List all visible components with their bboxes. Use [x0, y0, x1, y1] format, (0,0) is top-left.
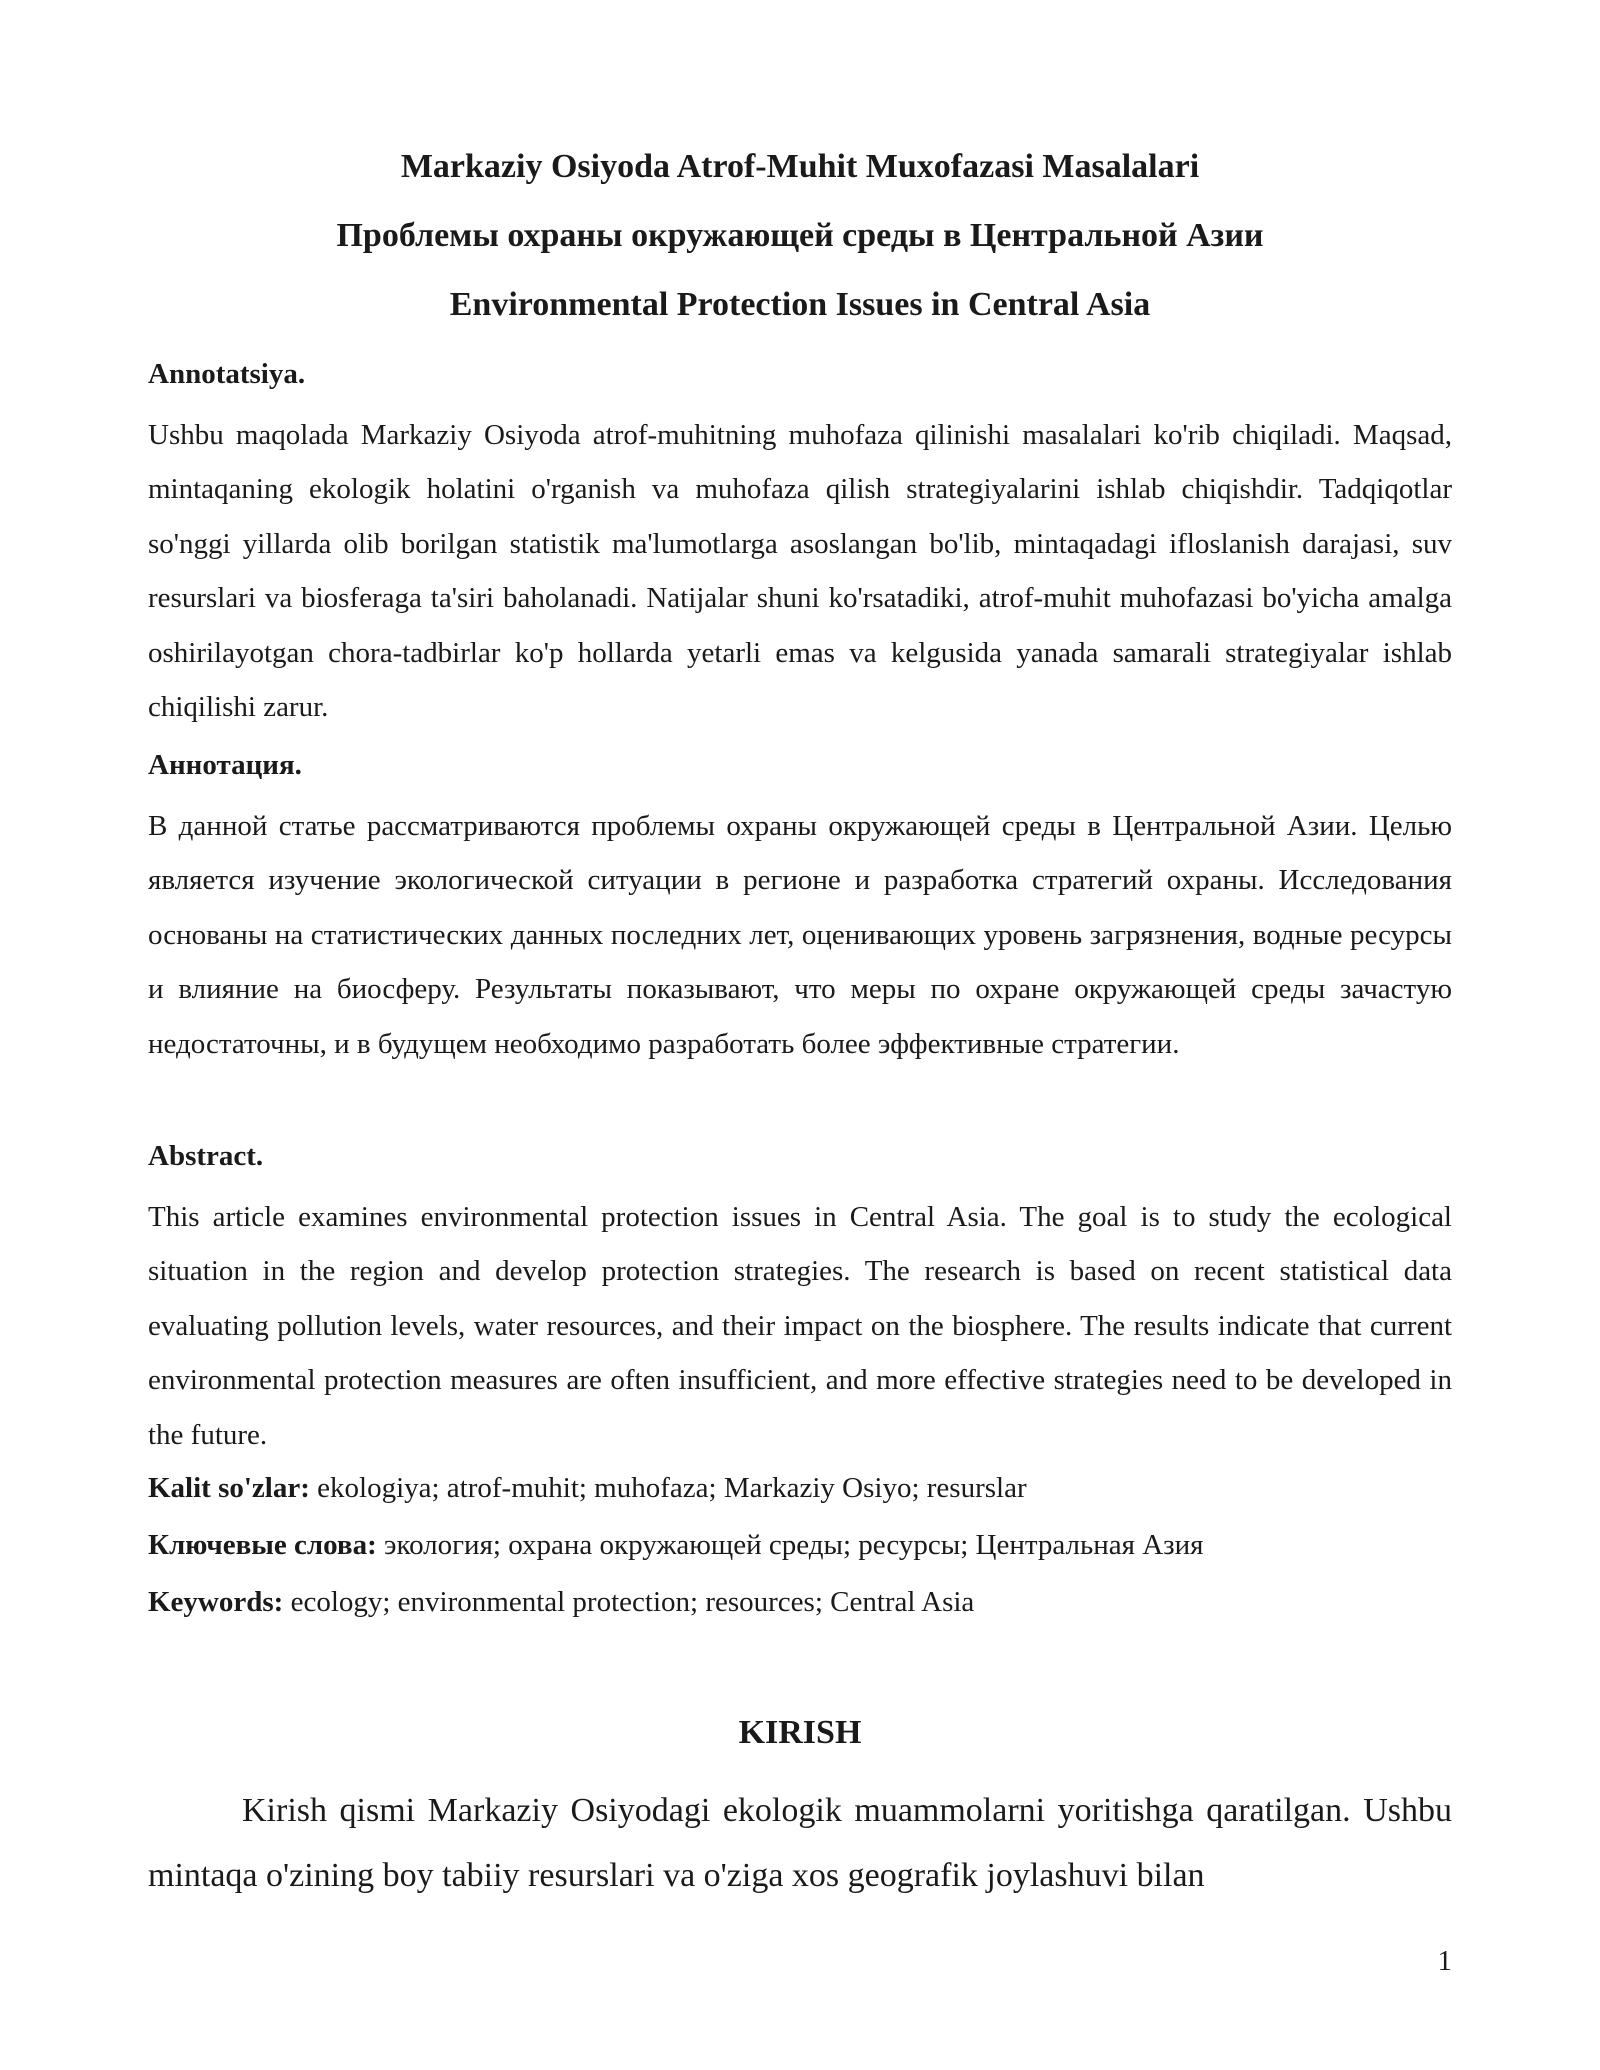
abstract-english — [148, 1136, 1452, 1462]
title-russian: Проблемы охраны окружающей среды в Центральной Азии — [336, 217, 1264, 254]
abstract-english-text: This article examines environmental protection issues in Central Asia. The goal is to study the ecological situation in the region and develop protection strategies. The research is based on recent statistical data evaluating pollution levels, water resources, and their impact on the biosphere. The results indicate that current environmental protection measures are often insufficient, and more effective strategies need to be developed in the future. — [148, 1201, 1452, 1451]
abstract-uzbek-text: Ushbu maqolada Markaziy Osiyoda atrof-muhitning muhofaza qilinishi masalalari ko'rib chiqiladi. Maqsad, mintaqaning ekologik holatini o'rganish va muhofaza qilish strategiyalarini ishlab chiqishdir. Tadqiqotlar so'nggi yillarda olib borilgan statistik ma'lumotlarga asoslangan bo'lib, mintaqadagi ifloslanish darajasi, suv resurslari va biosferaga ta'siri baholanadi. Natijalar shuni ko'rsatadiki, atrof-muhit muhofazasi bo'yicha amalga oshirilayotgan chora-tadbirlar ko'p hollarda yetarli emas va kelgusida yanada samarali strategiyalar ishlab chiqilishi zarur. — [148, 419, 1452, 724]
introduction-text: Kirish qismi Markaziy Osiyodagi ekologik muammolarni yoritishga qaratilgan. Ushbu mintaqa o'zining boy tabiiy resurslari va o'ziga xos geografik joylashuvi bilan — [148, 1792, 1452, 1894]
page-number: 1 — [1437, 1945, 1452, 1977]
keywords-russian-label: Ключевые слова: — [148, 1529, 377, 1561]
keywords-uzbek — [148, 1468, 1452, 1508]
keywords-english-value: ecology; environmental protection; resources; Central Asia — [283, 1586, 975, 1618]
title-english: Environmental Protection Issues in Central Asia — [449, 286, 1151, 323]
keywords-russian-value: экология; охрана окружающей среды; ресурсы; Центральная Азия — [376, 1529, 1204, 1561]
abstract-russian-text: В данной статье рассматриваются проблемы охраны окружающей среды в Центральной Азии. Целью является изучение экологической ситуации в регионе и разработка стратегий охраны. Исследования основаны на статистических данных последних лет, оценивающих уровень загрязнения, водные ресурсы и влияние на биосферу. Результаты показывают, что меры по охране окружающей среды зачастую недостаточны, и в будущем необходимо разработать более эффективные стратегии. — [148, 810, 1452, 1060]
keywords-english — [148, 1582, 1452, 1622]
keywords-uzbek-label: Kalit so'zlar: — [148, 1472, 310, 1504]
abstract-russian-heading: Аннотация. — [148, 749, 302, 781]
title-uzbek: Markaziy Osiyoda Atrof-Muhit Muxofazasi Masalalari — [400, 148, 1200, 185]
section-title-introduction: KIRISH — [738, 1714, 862, 1751]
keywords-uzbek-value: ekologiya; atrof-muhit; muhofaza; Markaziy Osiyo; resurslar — [309, 1472, 1027, 1504]
keywords-russian — [148, 1525, 1452, 1565]
abstract-english-heading: Abstract. — [148, 1140, 264, 1172]
keywords-english-label: Keywords: — [148, 1586, 284, 1618]
abstract-uzbek-heading: Annotatsiya. — [148, 358, 306, 390]
abstract-russian — [148, 745, 1452, 1071]
abstract-uzbek — [148, 354, 1452, 734]
